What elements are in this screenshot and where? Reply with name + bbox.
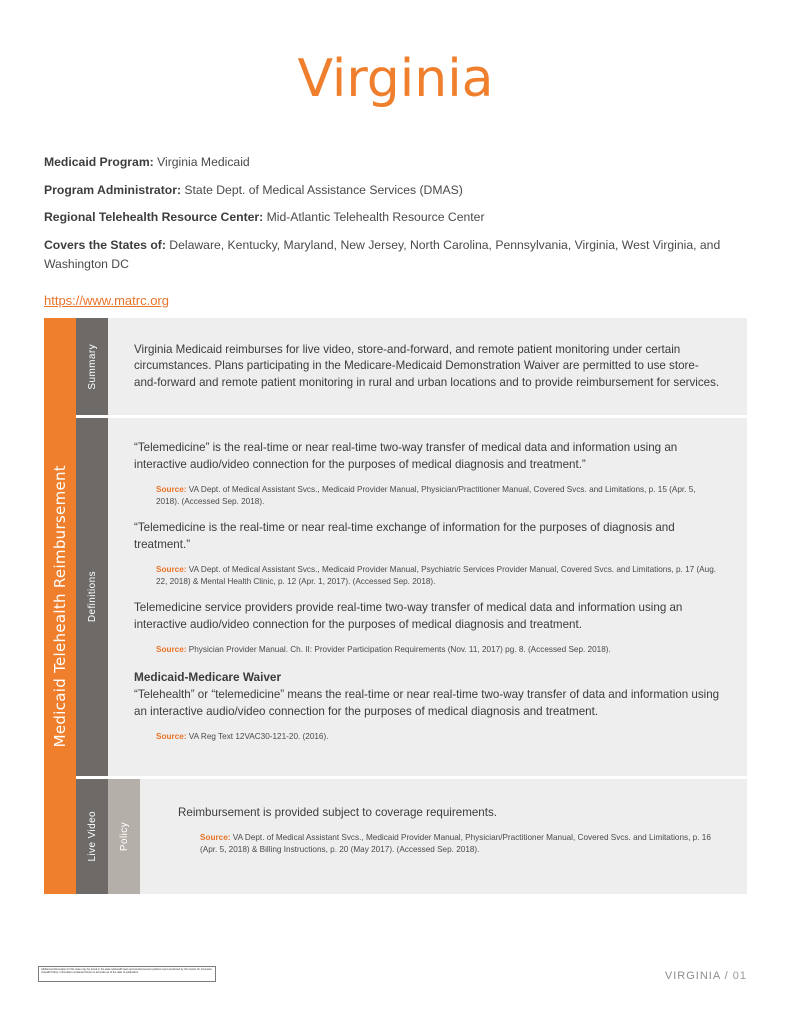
- table-row: [76, 418, 747, 778]
- telehealth-table: [44, 318, 747, 894]
- meta-row-program: [44, 153, 747, 172]
- meta-value-administrator: State Dept. of Medical Assistance Services (DMAS): [184, 182, 463, 197]
- source-text: VA Dept. of Medical Assistant Svcs., Medicaid Provider Manual, Physician/Practitioner Manual, Covered Svcs. and Limitations, p. 16 (Apr. 5, 2018) & Billing Instructions, p. 20 (May 2017). (Accessed Sep. 2018).: [200, 833, 711, 854]
- meta-row-resource-center: [44, 208, 747, 227]
- row-content-summary: [108, 318, 747, 415]
- row-category-label: Definitions: [86, 571, 98, 623]
- footer-note: Additional information for this state may be found in the state telehealth laws and reimbursement policies report produced by the Center for Connected Health Policy. Information contained herein is accurate as of the date of publication.: [38, 966, 216, 982]
- definition-source-3: [156, 644, 721, 655]
- row-category-label: Summary: [86, 343, 98, 390]
- definition-text-4: “Telehealth” or “telemedicine” means the real-time or near real-time two-way transfer of data and information using an interactive audio/video connection for the purposes of medical diagnosis and treatment.: [134, 688, 720, 718]
- source-text: Physician Provider Manual. Ch. II: Provider Participation Requirements (Nov. 11, 2017) pg. 8. (Accessed Sep. 2018).: [188, 645, 611, 655]
- meta-value-program: Virginia Medicaid: [157, 154, 250, 169]
- summary-text: Virginia Medicaid reimburses for live video, store-and-forward, and remote patient monitoring under certain circumstances. Plans participating in the Medicare-Medicaid Demonstration Waiver are permitted to use store-and-forward and remote patient monitoring in rural and urban locations and to provide reimbursement for services.: [134, 343, 720, 389]
- source-label: Source:: [156, 645, 187, 655]
- table-row: [76, 318, 747, 418]
- table-spine: [44, 318, 76, 894]
- definition-heading-waiver: Medicaid-Medicare Waiver: [134, 669, 282, 684]
- meta-label-covered-states: Covers the States of:: [44, 238, 166, 253]
- row-subcategory-label: Policy: [118, 821, 130, 851]
- row-content-definitions: [108, 418, 747, 775]
- table-rows: [76, 318, 747, 894]
- source-label: Source:: [156, 485, 187, 495]
- definition-source-1: [156, 484, 721, 507]
- row-category-label: Live Video: [86, 811, 98, 862]
- row-category-definitions: [76, 418, 108, 775]
- live-video-text: Reimbursement is provided subject to coverage requirements.: [178, 805, 497, 819]
- meta-row-administrator: [44, 181, 747, 200]
- table-row: [76, 779, 747, 894]
- meta-row-covered-states: [44, 236, 747, 274]
- meta-value-covered-states: Delaware, Kentucky, Maryland, New Jersey, North Carolina, Pennsylvania, Virginia, West Virginia, and Washington DC: [44, 238, 721, 272]
- page-footer: [0, 970, 791, 990]
- source-label: Source:: [156, 732, 187, 742]
- resource-center-link[interactable]: https://www.matrc.org: [44, 293, 169, 309]
- meta-value-resource-center: Mid-Atlantic Telehealth Resource Center: [266, 210, 485, 225]
- page-title: Virginia: [297, 49, 494, 109]
- definition-source-2: [156, 564, 721, 587]
- definition-text-3: Telemedicine service providers provide real-time two-way transfer of medical data and information using an interactive audio/video connection for the purposes of medical diagnosis and treatment.: [134, 601, 683, 631]
- source-text: VA Dept. of Medical Assistant Svcs., Medicaid Provider Manual, Psychiatric Services Provider Manual, Covered Svcs. and Limitations, p. 17 (Aug. 22, 2018) & Mental Health Clinic, p. 12 (Apr. 1, 2017). (Accessed Sep. 2018).: [156, 565, 717, 586]
- source-text: VA Dept. of Medical Assistant Svcs., Medicaid Provider Manual, Physician/Practitioner Manual, Covered Svcs. and Limitations, p. 15 (Apr. 5, 2018). (Accessed Sep. 2018).: [156, 485, 696, 506]
- definition-text-1: “Telemedicine” is the real-time or near real-time two-way transfer of medical data and information using an interactive audio/video connection for the purposes of medical diagnosis and treatment.”: [134, 441, 678, 471]
- footer-state: VIRGINIA: [664, 970, 721, 982]
- row-category-summary: [76, 318, 108, 415]
- definition-text-2: “Telemedicine is the real-time or near real-time exchange of information for the purposes of diagnosis and treatment.”: [134, 521, 675, 551]
- meta-block: [44, 153, 747, 312]
- source-label: Source:: [200, 833, 231, 843]
- source-label: Source:: [156, 565, 187, 575]
- meta-label-program: Medicaid Program:: [44, 154, 154, 169]
- row-category-live-video: [76, 779, 108, 894]
- definition-source-4: [156, 731, 721, 742]
- source-text: VA Reg Text 12VAC30-121-20. (2016).: [188, 732, 329, 742]
- footer-page-number: 01: [732, 970, 747, 982]
- footer-page-indicator: [665, 970, 747, 982]
- live-video-source: [200, 832, 721, 855]
- footer-separator: /: [724, 970, 729, 982]
- table-spine-label: Medicaid Telehealth Reimbursement: [51, 464, 69, 748]
- row-content-live-video: [140, 779, 747, 894]
- meta-label-resource-center: Regional Telehealth Resource Center:: [44, 210, 264, 225]
- meta-label-administrator: Program Administrator:: [44, 182, 182, 197]
- row-subcategory-policy: [108, 779, 140, 894]
